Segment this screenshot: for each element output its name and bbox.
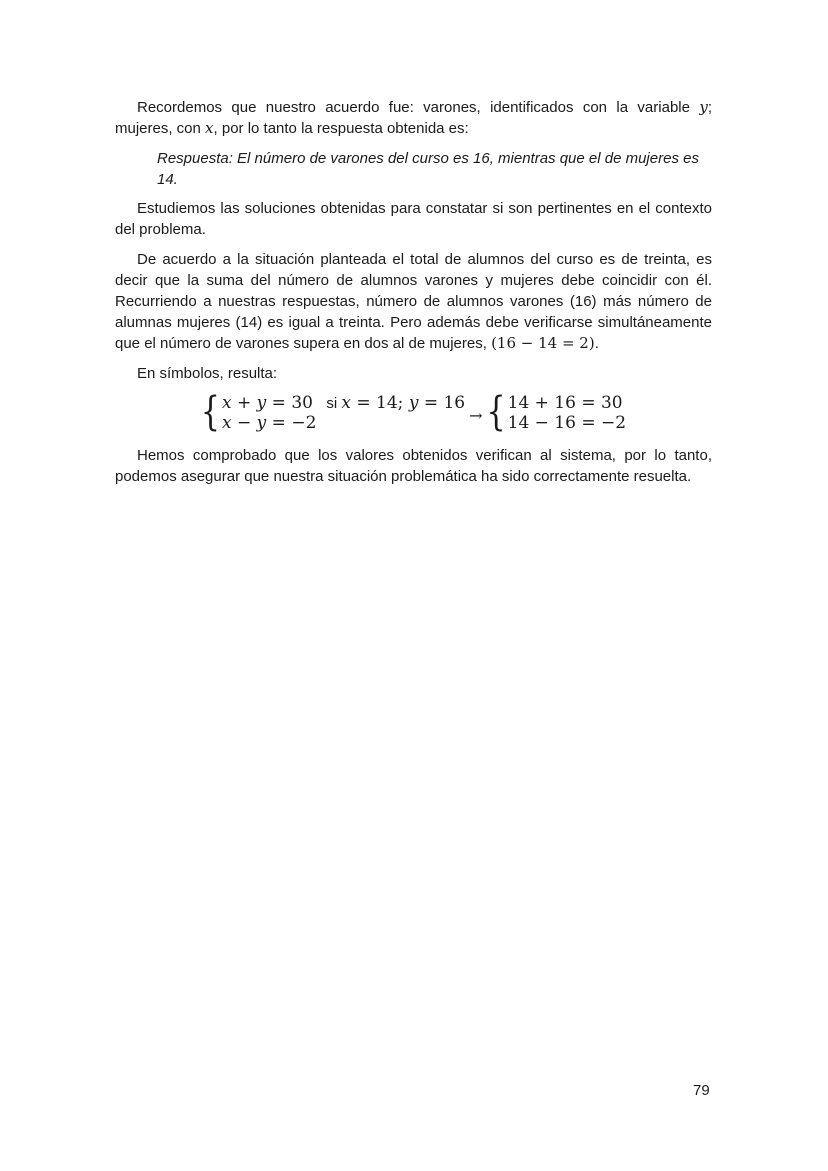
left-brace: {	[200, 388, 221, 436]
paragraph-deacuerdo-text-2: .	[594, 335, 599, 352]
system-left-lines	[222, 393, 316, 433]
equation-line-1: x + y = 30	[222, 393, 313, 413]
math-var-x: x	[205, 119, 214, 137]
right-arrow-icon: →	[469, 406, 483, 425]
system-right	[486, 388, 627, 436]
system-left	[200, 388, 317, 436]
paragraph-intro-text-2: ; mujeres, con	[115, 99, 712, 137]
paragraph-estudiemos: Estudiemos las soluciones obtenidas para constatar si son pertinentes en el contexto del problema.	[115, 200, 712, 238]
paragraph-conclusion: Hemos comprobado que los valores obtenidos verifican al sistema, por lo tanto, podemos asegurar que nuestra situación problemática ha sido correctamente resuelta.	[115, 447, 712, 485]
page-number: 79	[693, 1082, 710, 1099]
equation-line-2: x − y = −2	[222, 413, 317, 433]
paragraph-intro-text-1: Recordemos que nuestro acuerdo fue: varones, identificados con la variable	[137, 99, 700, 116]
paragraph-intro	[115, 97, 712, 139]
math-inline-16-14: (16 − 14 = 2)	[491, 334, 595, 352]
respuesta-line: Respuesta: El número de varones del curso es 16, mientras que el de mujeres es 14.	[157, 150, 699, 188]
paragraph-intro-text-3: , por lo tanto la respuesta obtenida es:	[213, 120, 469, 137]
paragraph-deacuerdo-text-1: De acuerdo a la situación planteada el total de alumnos del curso es de treinta, es decir que la suma del número de alumnos varones y mujeres debe coincidir con él. Recurriendo a nuestras respuestas, número de alumnos varones (16) más número de alumnas mujeres (14) es igual a treinta. Pero además debe verificarse simultáneamente que el número de varones supera en dos al de mujeres,	[115, 251, 712, 352]
math-var-y: y	[699, 98, 708, 116]
equation-block	[115, 388, 712, 436]
right-system-brace: {	[486, 388, 506, 436]
paragraph-ensimbolos: En símbolos, resulta:	[137, 365, 278, 382]
paragraph-deacuerdo	[115, 249, 712, 354]
equation-line-3: 14 + 16 = 30	[507, 393, 623, 413]
equation-condition: si x = 14; y = 16	[326, 393, 466, 413]
system-right-lines	[508, 393, 626, 433]
equation-line-4: 14 − 16 = −2	[507, 413, 627, 433]
page-content	[115, 97, 712, 496]
